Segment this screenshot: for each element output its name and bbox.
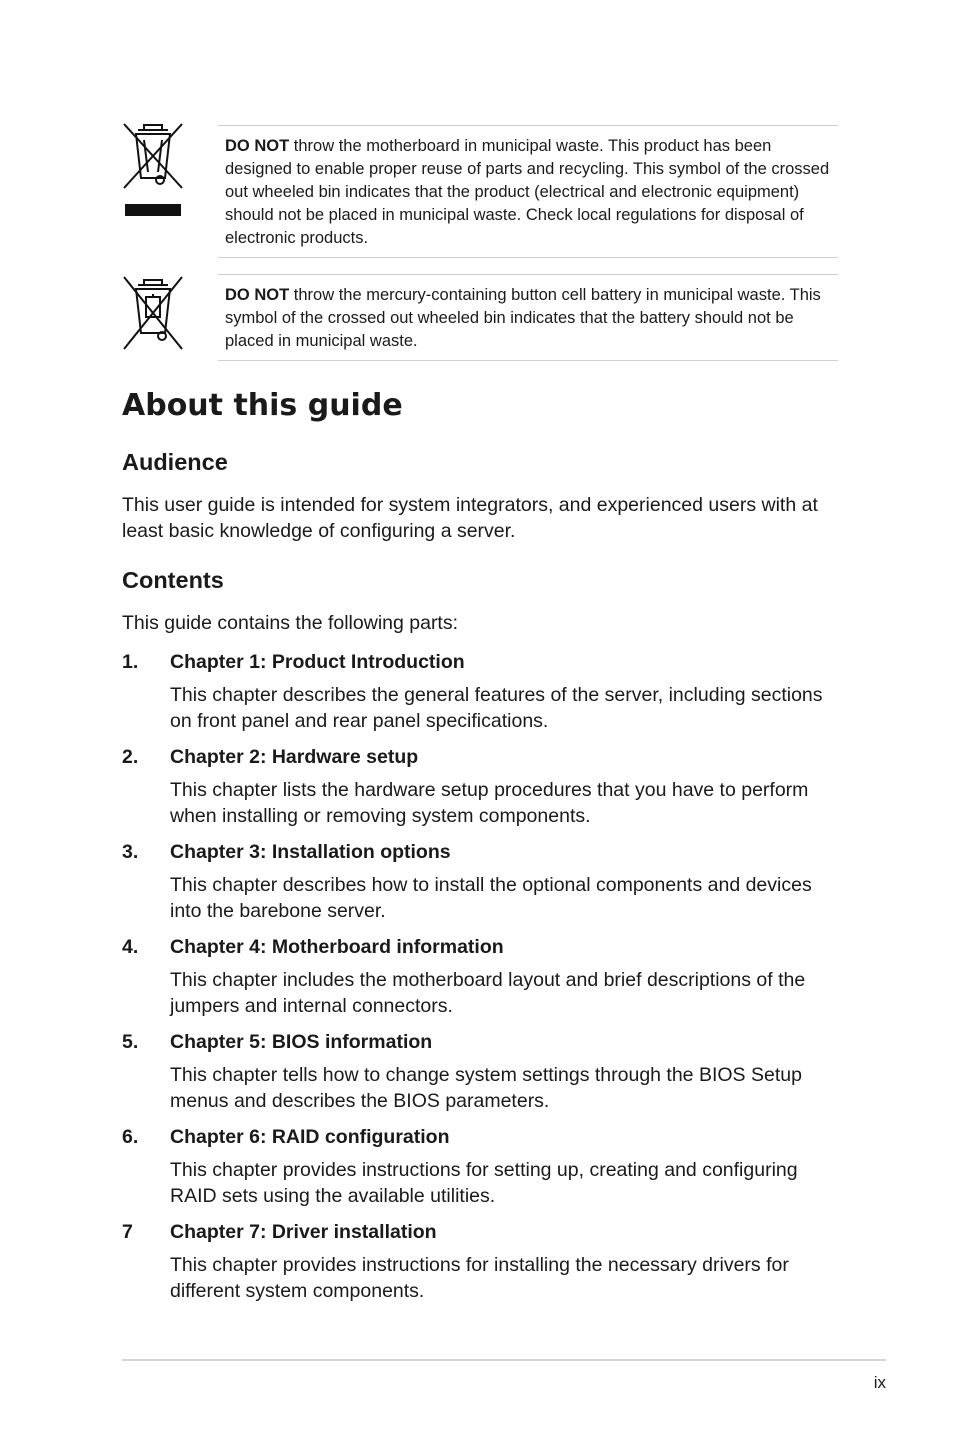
notice-text-box xyxy=(218,125,838,258)
list-item xyxy=(122,1218,838,1313)
page-number: ix xyxy=(873,1373,886,1392)
chapter-description: This chapter includes the motherboard layout and brief descriptions of the jumpers and internal connectors. xyxy=(170,969,806,1017)
notice-emphasis: DO NOT xyxy=(225,286,290,304)
weee-notice-battery xyxy=(122,273,838,363)
chapter-title: Chapter 5: BIOS information xyxy=(170,1031,433,1053)
chapter-title: Chapter 6: RAID configuration xyxy=(170,1126,450,1148)
notice-text: throw the motherboard in municipal waste. This product has been designed to enable proper reuse of parts and recycling. This symbol of the crossed out wheeled bin indicates that the product (electrical and electronic equipment) should not be placed in municipal waste. Check local regulations for disposal of electronic products. xyxy=(225,137,830,247)
list-item xyxy=(122,1028,838,1123)
chapter-title: Chapter 7: Driver installation xyxy=(170,1221,437,1243)
chapter-description: This chapter provides instructions for setting up, creating and configuring RAID sets using the available utilities. xyxy=(170,1159,798,1207)
chapter-description: This chapter tells how to change system settings through the BIOS Setup menus and describes the BIOS parameters. xyxy=(170,1064,802,1112)
chapter-description: This chapter describes the general features of the server, including sections on front panel and rear panel specifications. xyxy=(170,684,823,732)
chapter-number: 6. xyxy=(122,1126,139,1148)
audience-heading: Audience xyxy=(122,449,228,475)
contents-heading: Contents xyxy=(122,567,224,593)
weee-notice-motherboard xyxy=(122,122,838,258)
list-item xyxy=(122,648,838,743)
list-item xyxy=(122,743,838,838)
chapter-number: 3. xyxy=(122,841,139,863)
list-item xyxy=(122,838,838,933)
notice-text: throw the mercury-containing button cell battery in municipal waste. This symbol of the crossed out wheeled bin indicates that the battery should not be placed in municipal waste. xyxy=(225,286,821,350)
chapter-number: 2. xyxy=(122,746,139,768)
chapter-number: 7 xyxy=(122,1221,133,1243)
chapter-title: Chapter 4: Motherboard information xyxy=(170,936,504,958)
crossed-out-wheeled-bin-icon xyxy=(122,122,184,223)
chapter-description: This chapter describes how to install the optional components and devices into the barebone server. xyxy=(170,874,812,922)
footer-divider xyxy=(122,1359,886,1361)
crossed-out-wheeled-bin-battery-icon xyxy=(122,275,184,356)
chapter-number: 5. xyxy=(122,1031,139,1053)
notice-emphasis: DO NOT xyxy=(225,137,290,155)
chapter-list xyxy=(122,648,838,1313)
chapter-number: 4. xyxy=(122,936,139,958)
notice-text-box xyxy=(218,274,838,361)
chapter-title: Chapter 2: Hardware setup xyxy=(170,746,419,768)
list-item xyxy=(122,1123,838,1218)
chapter-title: Chapter 3: Installation options xyxy=(170,841,451,863)
chapter-number: 1. xyxy=(122,651,139,673)
contents-intro: This guide contains the following parts: xyxy=(122,612,459,634)
page-title: About this guide xyxy=(122,388,403,423)
chapter-description: This chapter provides instructions for installing the necessary drivers for different system components. xyxy=(170,1254,789,1302)
list-item xyxy=(122,933,838,1028)
chapter-title: Chapter 1: Product Introduction xyxy=(170,651,465,673)
chapter-description: This chapter lists the hardware setup procedures that you have to perform when installing or removing system components. xyxy=(170,779,809,827)
audience-text: This user guide is intended for system integrators, and experienced users with at least basic knowledge of configuring a server. xyxy=(122,494,818,542)
